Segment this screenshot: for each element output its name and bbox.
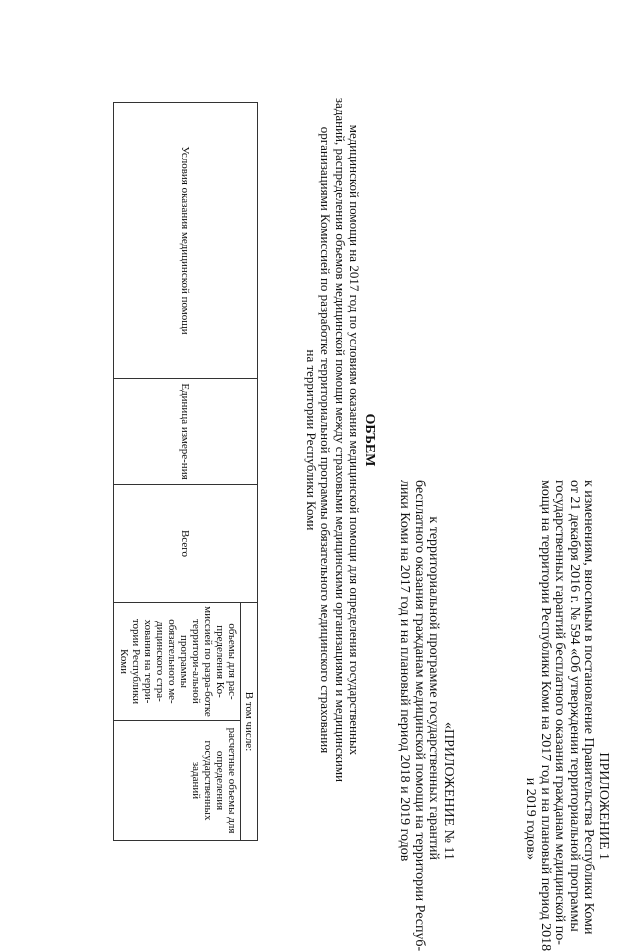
- header-state-task-volumes: расчетные объемы для определения государственных заданий: [114, 721, 241, 841]
- document-title: [304, 90, 377, 790]
- title-line: на территории Республики Коми: [304, 349, 319, 531]
- prilozhenie-line: бесплатного оказания гражданам медицинской помощи на территории Респуб-: [412, 480, 427, 951]
- appendix-line: государственных гарантий бесплатного оказания гражданам медицинской по-: [552, 480, 568, 945]
- appendix-line: ПРИЛОЖЕНИЕ 1: [596, 752, 611, 860]
- prilozhenie-line: к территориальной программе государственных гарантий: [426, 516, 442, 860]
- appendix-line: к изменениям, вносимым в постановление Правительства Республики Коми: [581, 480, 597, 935]
- prilozhenie-line: лики Коми на 2017 год и на плановый период 2018 и 2019 годов: [397, 480, 413, 862]
- header-conditions: Условия оказания медицинской помощи: [114, 103, 258, 379]
- header-oms-volumes: объемы для рас-пределения Ко-миссией по разра-ботке территори-альной программы обязательного ме-дицинского стра-хования на терри-тории Республики Коми: [114, 603, 241, 721]
- appendix-header: [523, 480, 611, 951]
- prilozhenie-11-header: [397, 480, 456, 951]
- appendix-line: и 2019 годов»: [523, 777, 539, 860]
- header-unit: Единица измере-ния: [114, 379, 258, 485]
- title-line: организациями Комиссией по разработке территориальной программы обязательного медицинского страхования: [318, 126, 334, 754]
- title-heading: ОБЪЕМ: [362, 413, 377, 467]
- appendix-line: от 21 декабря 2016 г. № 594 «Об утверждении территориальной программы: [567, 480, 582, 932]
- title-line: заданий, распределения объемов медицинской помощи между страховыми медицинскими организациями и медицинскими: [333, 97, 348, 783]
- volume-table: [113, 102, 258, 840]
- appendix-line: мощи на территории Республики Коми на 2017 год и на плановый период 2018: [538, 480, 553, 951]
- header-total: Всего: [114, 485, 258, 603]
- header-including: В том числе:: [241, 603, 258, 841]
- prilozhenie-line: «ПРИЛОЖЕНИЕ № 11: [441, 722, 456, 860]
- title-line: медицинской помощи на 2017 год по условиям оказания медицинской помощи для определения государственных: [347, 124, 363, 756]
